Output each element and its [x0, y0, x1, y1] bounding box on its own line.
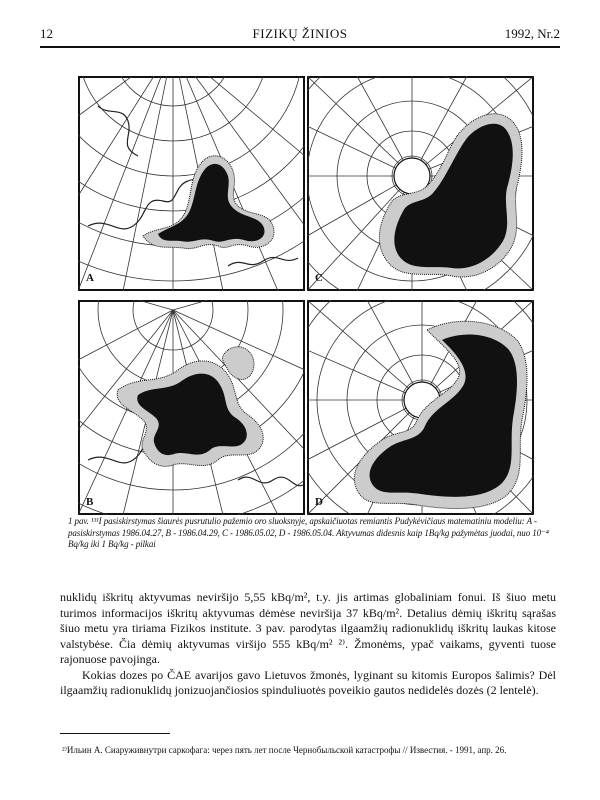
map-a-graphic [78, 76, 305, 291]
footnote: ²⁾Ильин А. Сиаруживнутри саркофага: через пять лет после Чернобыльской катастрофы // Известия. - 1991, апр. 26. [62, 745, 507, 755]
body-paragraph-2: Kokias dozes po ČAE avarijos gavo Lietuvos žmonės, lyginant su kitomis Europos šalimis? Dėl ilgaamžių radionuklidų jonizuojančiosios spinduliuotės poveikio gautos nedidelės dozės (2 lentelė). [60, 667, 556, 697]
panel-a-label: A [86, 272, 94, 284]
map-c-graphic [307, 76, 534, 291]
figure-caption: 1 pav. ¹³¹I pasiskirstymas šiaurės pusrutulio pažemio oro sluoksnyje, apskaičiuotas remiantis Pudykėvičiaus matematiniu modeliu: A - pasiskirstymas 1986.04.27, B - 1986.04.29, C - 1986.05.02, D - 1986.05.04. Aktyvumas didesnis kaip 1Bq/kg pažymėtas juodai, nuo 10⁻⁴ Bq/kg iki 1 Bq/kg - pilkai [68, 516, 549, 549]
map-d-graphic [307, 300, 534, 515]
footnote-rule [60, 733, 170, 734]
page-header [40, 26, 560, 44]
journal-title: FIZIKŲ ŽINIOS [252, 26, 348, 41]
map-panel-d [307, 300, 534, 515]
body-paragraph-1: nuklidų iškritų aktyvumas neviršijo 5,55 kBq/m², t.y. jis artimas globaliniam fonui. Iš šiuo metu turimos informacijos iškritų aktyvumas dėmėse neviršija 37 kBq/m². Detalius dėmių iškritų sąrašas šiuo metu yra tiriama Fizikos institute. 3 pav. parodytas ilgaamžių radionuklidų iškritų laukas kitose valstybėse. Čia dėmių aktyvumas viršijo 555 kBq/m² ²⁾. Žmonėms, ypač vaikams, gyventi tuose rajonuose pavojinga. [60, 590, 556, 666]
article-body [60, 590, 556, 699]
map-panel-b [78, 300, 305, 515]
map-panel-a [78, 76, 305, 291]
page-number: 12 [40, 26, 53, 41]
map-panel-c [307, 76, 534, 291]
issue-label: 1992, Nr.2 [504, 26, 560, 41]
map-b-graphic [78, 300, 305, 515]
panel-d-label: D [315, 496, 323, 508]
panel-b-label: B [86, 496, 94, 508]
panel-c-label: C [315, 272, 323, 284]
header-rule [40, 46, 560, 48]
